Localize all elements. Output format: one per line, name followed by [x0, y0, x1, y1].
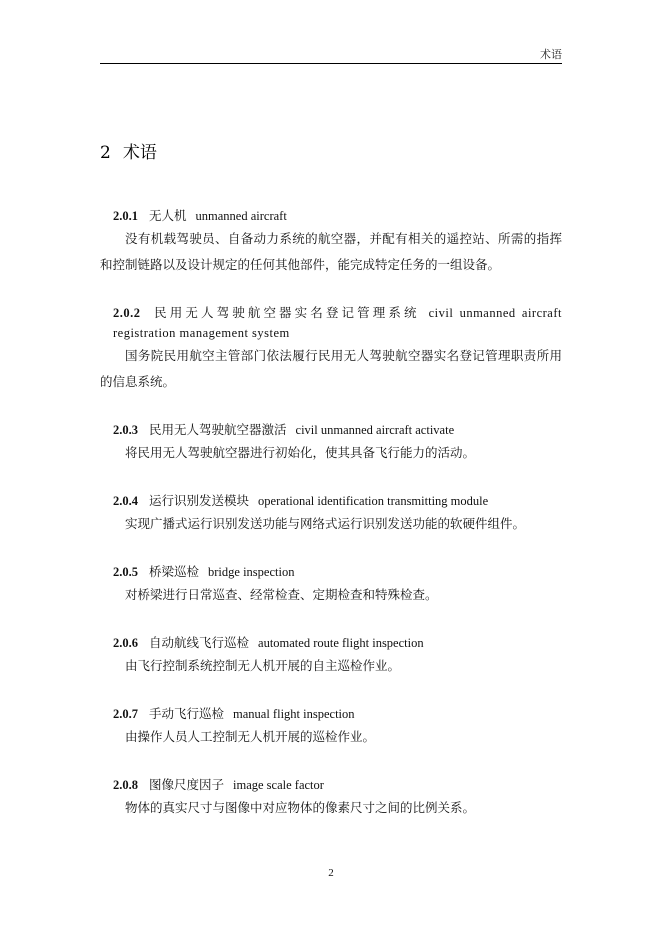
term-heading — [100, 303, 562, 343]
term-definition: 将民用无人驾驶航空器进行初始化，使其具备飞行能力的活动。 — [125, 445, 476, 460]
term-code: 2.0.3 — [113, 423, 138, 437]
term-heading — [100, 491, 562, 511]
term-definition: 国务院民用航空主管部门依法履行民用无人驾驶航空器实名登记管理职责所用的信息系统。 — [100, 348, 562, 389]
term-en: civil unmanned aircraft activate — [295, 423, 455, 437]
chapter-title: 术语 — [122, 143, 157, 163]
term-heading — [100, 206, 562, 226]
page-number: 2 — [328, 867, 334, 879]
term-code: 2.0.5 — [113, 565, 138, 579]
term-definition: 实现广播式运行识别发送功能与网络式运行识别发送功能的软硬件组件。 — [125, 516, 526, 531]
chapter-heading — [100, 138, 157, 163]
running-header: 术语 — [540, 48, 562, 61]
term-zh: 无人机 — [149, 208, 187, 223]
term-definition: 对桥梁进行日常巡查、经常检查、定期检查和特殊检查。 — [125, 587, 438, 602]
term-en: bridge inspection — [208, 565, 295, 579]
chapter-number: 2 — [100, 143, 111, 163]
term-entry — [100, 206, 562, 278]
term-code: 2.0.2 — [113, 306, 141, 320]
term-en: manual flight inspection — [233, 707, 355, 721]
term-heading — [100, 775, 562, 795]
term-code: 2.0.4 — [113, 494, 138, 508]
term-en: image scale factor — [233, 778, 324, 792]
term-code: 2.0.8 — [113, 778, 138, 792]
term-entry — [100, 633, 562, 679]
term-zh: 手动飞行巡检 — [149, 706, 225, 721]
term-definition: 没有机载驾驶员、自备动力系统的航空器，并配有相关的遥控站、所需的指挥和控制链路以及设计规定的任何其他部件，能完成特定任务的一组设备。 — [100, 231, 562, 272]
term-entry — [100, 704, 562, 750]
header-divider — [100, 63, 562, 64]
term-definition: 由飞行控制系统控制无人机开展的自主巡检作业。 — [125, 658, 401, 673]
term-heading — [100, 633, 562, 653]
term-code: 2.0.1 — [113, 209, 138, 223]
term-code: 2.0.7 — [113, 707, 138, 721]
term-heading — [100, 562, 562, 582]
term-zh: 运行识别发送模块 — [149, 493, 250, 508]
term-zh: 桥梁巡检 — [149, 564, 200, 579]
term-en: operational identification transmitting module — [258, 494, 489, 508]
term-zh: 图像尺度因子 — [149, 777, 225, 792]
term-entry — [100, 491, 562, 537]
terms-list — [100, 206, 562, 846]
term-heading — [100, 420, 562, 440]
term-zh: 民用无人驾驶航空器激活 — [149, 422, 287, 437]
term-code: 2.0.6 — [113, 636, 138, 650]
term-en: automated route flight inspection — [258, 636, 424, 650]
term-definition: 物体的真实尺寸与图像中对应物体的像素尺寸之间的比例关系。 — [125, 800, 476, 815]
term-zh: 自动航线飞行巡检 — [149, 635, 250, 650]
term-zh: 民用无人驾驶航空器实名登记管理系统 — [151, 305, 420, 320]
term-heading — [100, 704, 562, 724]
term-en: unmanned aircraft — [195, 209, 287, 223]
term-en: civil unmanned aircraft registration management system — [113, 306, 562, 340]
term-entry — [100, 562, 562, 608]
term-entry — [100, 775, 562, 821]
term-entry — [100, 303, 562, 395]
term-entry — [100, 420, 562, 466]
term-definition: 由操作人员人工控制无人机开展的巡检作业。 — [125, 729, 376, 744]
